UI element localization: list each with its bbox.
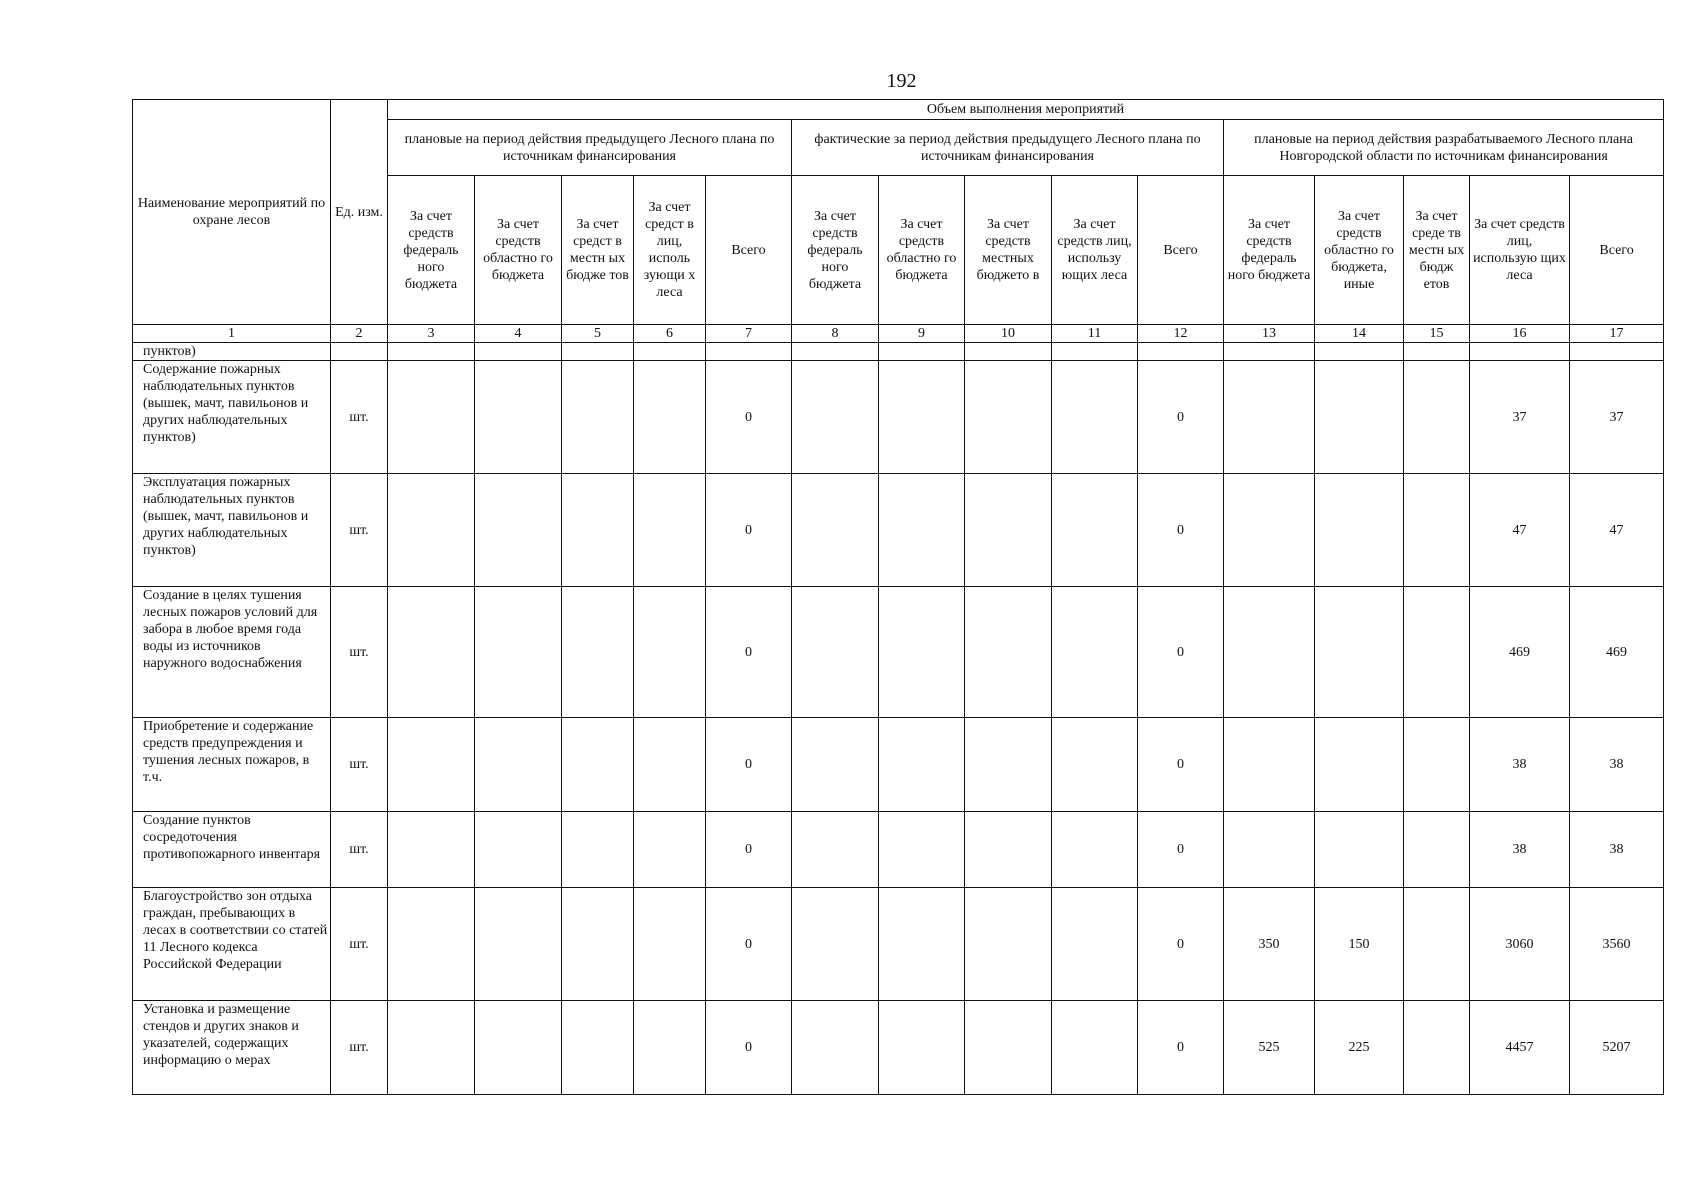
table-row — [133, 1001, 1664, 1095]
measure-name-cell: Эксплуатация пожарных наблюдательных пунктов (вышек, мачт, павильонов и других наблюдательных пунктов) — [133, 474, 331, 587]
value-cell-10 — [965, 587, 1052, 718]
unit-cell: шт. — [331, 1001, 388, 1095]
value-cell-8 — [792, 587, 879, 718]
header-sub-15: За счет среде тв местн ых бюдж етов — [1404, 176, 1470, 325]
value-cell-11 — [1052, 718, 1138, 812]
col-number: 14 — [1315, 325, 1404, 343]
value-cell-4 — [475, 888, 562, 1001]
value-cell-12: 0 — [1138, 474, 1224, 587]
value-cell-14 — [1315, 474, 1404, 587]
value-cell-15 — [1404, 343, 1470, 361]
table-row — [133, 587, 1664, 718]
header-unit-col: Ед. изм. — [331, 100, 388, 325]
col-number: 3 — [388, 325, 475, 343]
value-cell-6 — [634, 343, 706, 361]
value-cell-9 — [879, 474, 965, 587]
header-sub-3: За счет средств федераль ного бюджета — [388, 176, 475, 325]
value-cell-15 — [1404, 888, 1470, 1001]
value-cell-14 — [1315, 718, 1404, 812]
col-number: 15 — [1404, 325, 1470, 343]
value-cell-11 — [1052, 343, 1138, 361]
value-cell-12: 0 — [1138, 888, 1224, 1001]
col-number: 16 — [1470, 325, 1570, 343]
value-cell-16: 47 — [1470, 474, 1570, 587]
value-cell-7: 0 — [706, 812, 792, 888]
value-cell-16: 4457 — [1470, 1001, 1570, 1095]
table-row — [133, 888, 1664, 1001]
table-row — [133, 474, 1664, 587]
col-number: 7 — [706, 325, 792, 343]
value-cell-10 — [965, 1001, 1052, 1095]
value-cell-7: 0 — [706, 361, 792, 474]
value-cell-15 — [1404, 1001, 1470, 1095]
value-cell-9 — [879, 812, 965, 888]
value-cell-9 — [879, 361, 965, 474]
value-cell-4 — [475, 718, 562, 812]
value-cell-6 — [634, 1001, 706, 1095]
value-cell-3 — [388, 474, 475, 587]
value-cell-5 — [562, 888, 634, 1001]
value-cell-17: 5207 — [1570, 1001, 1664, 1095]
value-cell-9 — [879, 888, 965, 1001]
value-cell-11 — [1052, 1001, 1138, 1095]
value-cell-14 — [1315, 343, 1404, 361]
value-cell-12: 0 — [1138, 587, 1224, 718]
value-cell-4 — [475, 343, 562, 361]
value-cell-13 — [1224, 587, 1315, 718]
value-cell-10 — [965, 343, 1052, 361]
value-cell-6 — [634, 361, 706, 474]
value-cell-3 — [388, 343, 475, 361]
value-cell-13: 350 — [1224, 888, 1315, 1001]
unit-cell — [331, 343, 388, 361]
value-cell-6 — [634, 474, 706, 587]
col-number: 11 — [1052, 325, 1138, 343]
value-cell-3 — [388, 1001, 475, 1095]
value-cell-5 — [562, 812, 634, 888]
value-cell-12: 0 — [1138, 812, 1224, 888]
value-cell-5 — [562, 343, 634, 361]
value-cell-9 — [879, 1001, 965, 1095]
unit-cell: шт. — [331, 888, 388, 1001]
value-cell-13 — [1224, 361, 1315, 474]
value-cell-9 — [879, 587, 965, 718]
header-sub-4: За счет средств областно го бюджета — [475, 176, 562, 325]
unit-cell: шт. — [331, 587, 388, 718]
value-cell-11 — [1052, 587, 1138, 718]
value-cell-14: 150 — [1315, 888, 1404, 1001]
header-sub-11: За счет средств лиц, использу ющих леса — [1052, 176, 1138, 325]
value-cell-5 — [562, 361, 634, 474]
value-cell-11 — [1052, 474, 1138, 587]
value-cell-3 — [388, 361, 475, 474]
header-group-planned-previous: плановые на период действия предыдущего Лесного плана по источникам финансирования — [388, 120, 792, 176]
value-cell-17: 38 — [1570, 812, 1664, 888]
value-cell-8 — [792, 888, 879, 1001]
value-cell-3 — [388, 718, 475, 812]
header-sub-7: Всего — [706, 176, 792, 325]
col-number: 8 — [792, 325, 879, 343]
value-cell-16: 3060 — [1470, 888, 1570, 1001]
measure-name-cell: Благоустройство зон отдыха граждан, пребывающих в лесах в соответствии со статей 11 Лесного кодекса Российской Федерации — [133, 888, 331, 1001]
value-cell-8 — [792, 718, 879, 812]
value-cell-13 — [1224, 343, 1315, 361]
col-number: 12 — [1138, 325, 1224, 343]
unit-cell: шт. — [331, 718, 388, 812]
value-cell-17: 37 — [1570, 361, 1664, 474]
value-cell-12: 0 — [1138, 718, 1224, 812]
value-cell-10 — [965, 474, 1052, 587]
value-cell-4 — [475, 1001, 562, 1095]
value-cell-15 — [1404, 718, 1470, 812]
measure-name-cell: Содержание пожарных наблюдательных пунктов (вышек, мачт, павильонов и других наблюдательных пунктов) — [133, 361, 331, 474]
header-sub-13: За счет средств федераль ного бюджета — [1224, 176, 1315, 325]
value-cell-16 — [1470, 343, 1570, 361]
value-cell-6 — [634, 718, 706, 812]
value-cell-4 — [475, 474, 562, 587]
value-cell-9 — [879, 718, 965, 812]
header-group-planned-new: плановые на период действия разрабатываемого Лесного плана Новгородской области по источникам финансирования — [1224, 120, 1664, 176]
header-sub-5: За счет средст в местн ых бюдже тов — [562, 176, 634, 325]
header-sub-10: За счет средств местных бюджето в — [965, 176, 1052, 325]
value-cell-17 — [1570, 343, 1664, 361]
value-cell-3 — [388, 812, 475, 888]
value-cell-6 — [634, 587, 706, 718]
unit-cell: шт. — [331, 474, 388, 587]
value-cell-17: 47 — [1570, 474, 1664, 587]
value-cell-7: 0 — [706, 474, 792, 587]
col-number: 2 — [331, 325, 388, 343]
table-body — [133, 343, 1664, 1095]
value-cell-7: 0 — [706, 587, 792, 718]
value-cell-16: 469 — [1470, 587, 1570, 718]
table-row — [133, 361, 1664, 474]
table-row — [133, 812, 1664, 888]
measure-name-cell: Создание пунктов сосредоточения противопожарного инвентаря — [133, 812, 331, 888]
value-cell-12: 0 — [1138, 1001, 1224, 1095]
value-cell-4 — [475, 812, 562, 888]
table-row — [133, 718, 1664, 812]
value-cell-12 — [1138, 343, 1224, 361]
measure-name-cell: пунктов) — [133, 343, 331, 361]
col-number: 4 — [475, 325, 562, 343]
value-cell-16: 38 — [1470, 812, 1570, 888]
col-number: 1 — [133, 325, 331, 343]
col-number: 5 — [562, 325, 634, 343]
header-sub-17: Всего — [1570, 176, 1664, 325]
value-cell-17: 469 — [1570, 587, 1664, 718]
value-cell-15 — [1404, 474, 1470, 587]
value-cell-14 — [1315, 361, 1404, 474]
value-cell-7: 0 — [706, 1001, 792, 1095]
header-sub-14: За счет средств областно го бюджета, иные — [1315, 176, 1404, 325]
value-cell-4 — [475, 361, 562, 474]
col-number: 17 — [1570, 325, 1664, 343]
value-cell-5 — [562, 587, 634, 718]
value-cell-11 — [1052, 812, 1138, 888]
header-group-actual-previous: фактические за период действия предыдущего Лесного плана по источникам финансирования — [792, 120, 1224, 176]
value-cell-14 — [1315, 812, 1404, 888]
header-volume-title: Объем выполнения мероприятий — [388, 100, 1664, 120]
measure-name-cell: Создание в целях тушения лесных пожаров условий для забора в любое время года воды из источников наружного водоснабжения — [133, 587, 331, 718]
value-cell-13 — [1224, 718, 1315, 812]
header-sub-12: Всего — [1138, 176, 1224, 325]
value-cell-8 — [792, 474, 879, 587]
header-sub-8: За счет средств федераль ного бюджета — [792, 176, 879, 325]
value-cell-10 — [965, 718, 1052, 812]
value-cell-5 — [562, 474, 634, 587]
value-cell-3 — [388, 888, 475, 1001]
value-cell-6 — [634, 888, 706, 1001]
header-sub-6: За счет средст в лиц, исполь зующи х леса — [634, 176, 706, 325]
value-cell-8 — [792, 361, 879, 474]
value-cell-5 — [562, 1001, 634, 1095]
value-cell-12: 0 — [1138, 361, 1224, 474]
unit-cell: шт. — [331, 361, 388, 474]
page-number: 192 — [886, 70, 917, 92]
value-cell-17: 3560 — [1570, 888, 1664, 1001]
value-cell-13 — [1224, 474, 1315, 587]
measure-name-cell: Приобретение и содержание средств предупреждения и тушения лесных пожаров, в т.ч. — [133, 718, 331, 812]
value-cell-15 — [1404, 361, 1470, 474]
unit-cell: шт. — [331, 812, 388, 888]
table-row — [133, 343, 1664, 361]
value-cell-16: 37 — [1470, 361, 1570, 474]
value-cell-7: 0 — [706, 888, 792, 1001]
value-cell-11 — [1052, 361, 1138, 474]
header-name-col: Наименование мероприятий по охране лесов — [133, 100, 331, 325]
value-cell-8 — [792, 343, 879, 361]
value-cell-15 — [1404, 587, 1470, 718]
header-sub-16: За счет средств лиц, использую щих леса — [1470, 176, 1570, 325]
value-cell-13 — [1224, 812, 1315, 888]
measure-name-cell: Установка и размещение стендов и других знаков и указателей, содержащих информацию о мерах — [133, 1001, 331, 1095]
value-cell-7: 0 — [706, 718, 792, 812]
header-sub-9: За счет средств областно го бюджета — [879, 176, 965, 325]
col-number: 10 — [965, 325, 1052, 343]
value-cell-10 — [965, 888, 1052, 1001]
value-cell-6 — [634, 812, 706, 888]
value-cell-10 — [965, 361, 1052, 474]
value-cell-8 — [792, 812, 879, 888]
value-cell-3 — [388, 587, 475, 718]
value-cell-16: 38 — [1470, 718, 1570, 812]
value-cell-7 — [706, 343, 792, 361]
value-cell-9 — [879, 343, 965, 361]
value-cell-11 — [1052, 888, 1138, 1001]
value-cell-17: 38 — [1570, 718, 1664, 812]
value-cell-5 — [562, 718, 634, 812]
value-cell-13: 525 — [1224, 1001, 1315, 1095]
forest-protection-table — [132, 99, 1664, 1095]
value-cell-14: 225 — [1315, 1001, 1404, 1095]
col-number: 13 — [1224, 325, 1315, 343]
value-cell-4 — [475, 587, 562, 718]
value-cell-14 — [1315, 587, 1404, 718]
value-cell-8 — [792, 1001, 879, 1095]
value-cell-15 — [1404, 812, 1470, 888]
col-number: 9 — [879, 325, 965, 343]
value-cell-10 — [965, 812, 1052, 888]
col-number: 6 — [634, 325, 706, 343]
